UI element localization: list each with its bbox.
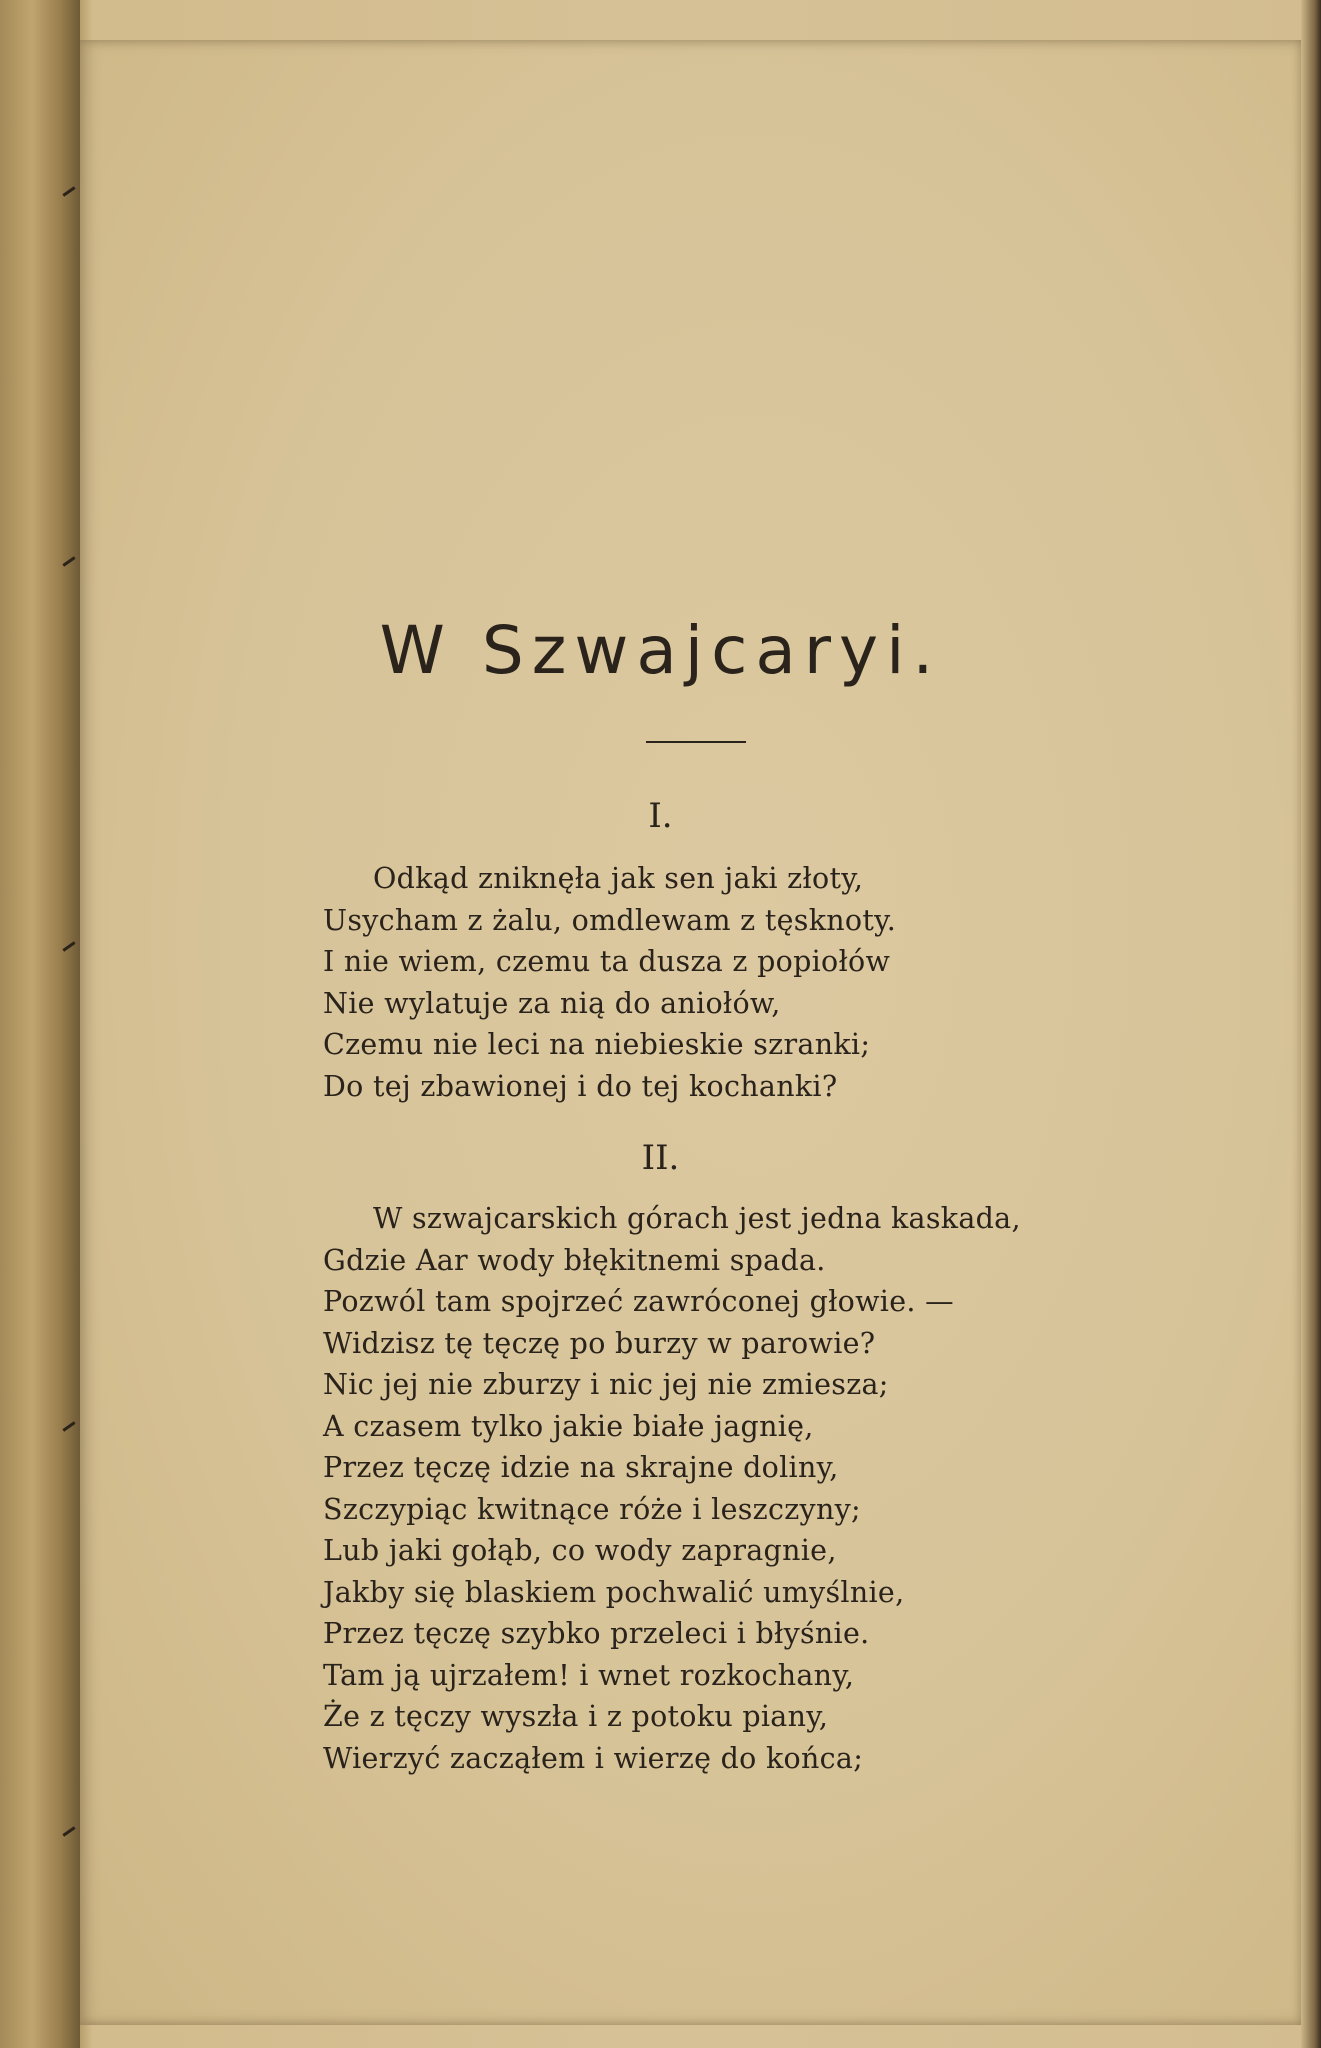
verse-line: Że z tęczy wyszła i z potoku piany, bbox=[323, 1700, 829, 1733]
section-number: II. bbox=[641, 1138, 680, 1178]
section-number: I. bbox=[648, 796, 673, 836]
verse-line: Przez tęczę idzie na skrajne doliny, bbox=[323, 1451, 839, 1484]
book-right-edge bbox=[1301, 0, 1321, 2048]
poem-title: W Szwajcaryi. bbox=[379, 612, 942, 689]
verse-line: Nie wylatuje za nią do aniołów, bbox=[323, 986, 781, 1020]
book-spine-edge bbox=[0, 0, 80, 2048]
verse-line: Przez tęczę szybko przeleci i błyśnie. bbox=[323, 1617, 870, 1650]
verse-line: Odkąd zniknęła jak sen jaki złoty, bbox=[373, 862, 864, 895]
verse-line: Widzisz tę tęczę po burzy w parowie? bbox=[323, 1326, 876, 1360]
verse-line: Lub jaki gołąb, co wody zapragnie, bbox=[323, 1534, 837, 1567]
verse-line: Tam ją ujrzałem! i wnet rozkochany, bbox=[323, 1658, 855, 1692]
verse-line: Wierzyć zacząłem i wierzę do końca; bbox=[323, 1741, 864, 1775]
stanza-1 bbox=[323, 858, 1043, 1107]
verse-line: Do tej zbawionej i do tej kochanki? bbox=[323, 1069, 838, 1103]
verse-line: Jakby się blaskiem pochwalić umyślnie, bbox=[323, 1575, 905, 1609]
verse-line: A czasem tylko jakie białe jagnię, bbox=[323, 1409, 814, 1443]
verse-line: Usycham z żalu, omdlewam z tęsknoty. bbox=[323, 903, 897, 937]
title-divider bbox=[646, 741, 746, 743]
stanza-2 bbox=[323, 1198, 1043, 1779]
verse-line: Nic jej nie zburzy i nic jej nie zmiesza; bbox=[323, 1368, 889, 1401]
verse-line: Gdzie Aar wody błękitnemi spada. bbox=[323, 1243, 826, 1277]
verse-line: Szczypiąc kwitnące róże i leszczyny; bbox=[323, 1492, 861, 1526]
verse-line: Czemu nie leci na niebieskie szranki; bbox=[323, 1028, 871, 1061]
verse-line: Pozwól tam spojrzeć zawróconej głowie. — bbox=[323, 1285, 954, 1318]
verse-line: I nie wiem, czemu ta dusza z popiołów bbox=[323, 945, 891, 978]
verse-line: W szwajcarskich górach jest jedna kaskada, bbox=[373, 1202, 1021, 1235]
